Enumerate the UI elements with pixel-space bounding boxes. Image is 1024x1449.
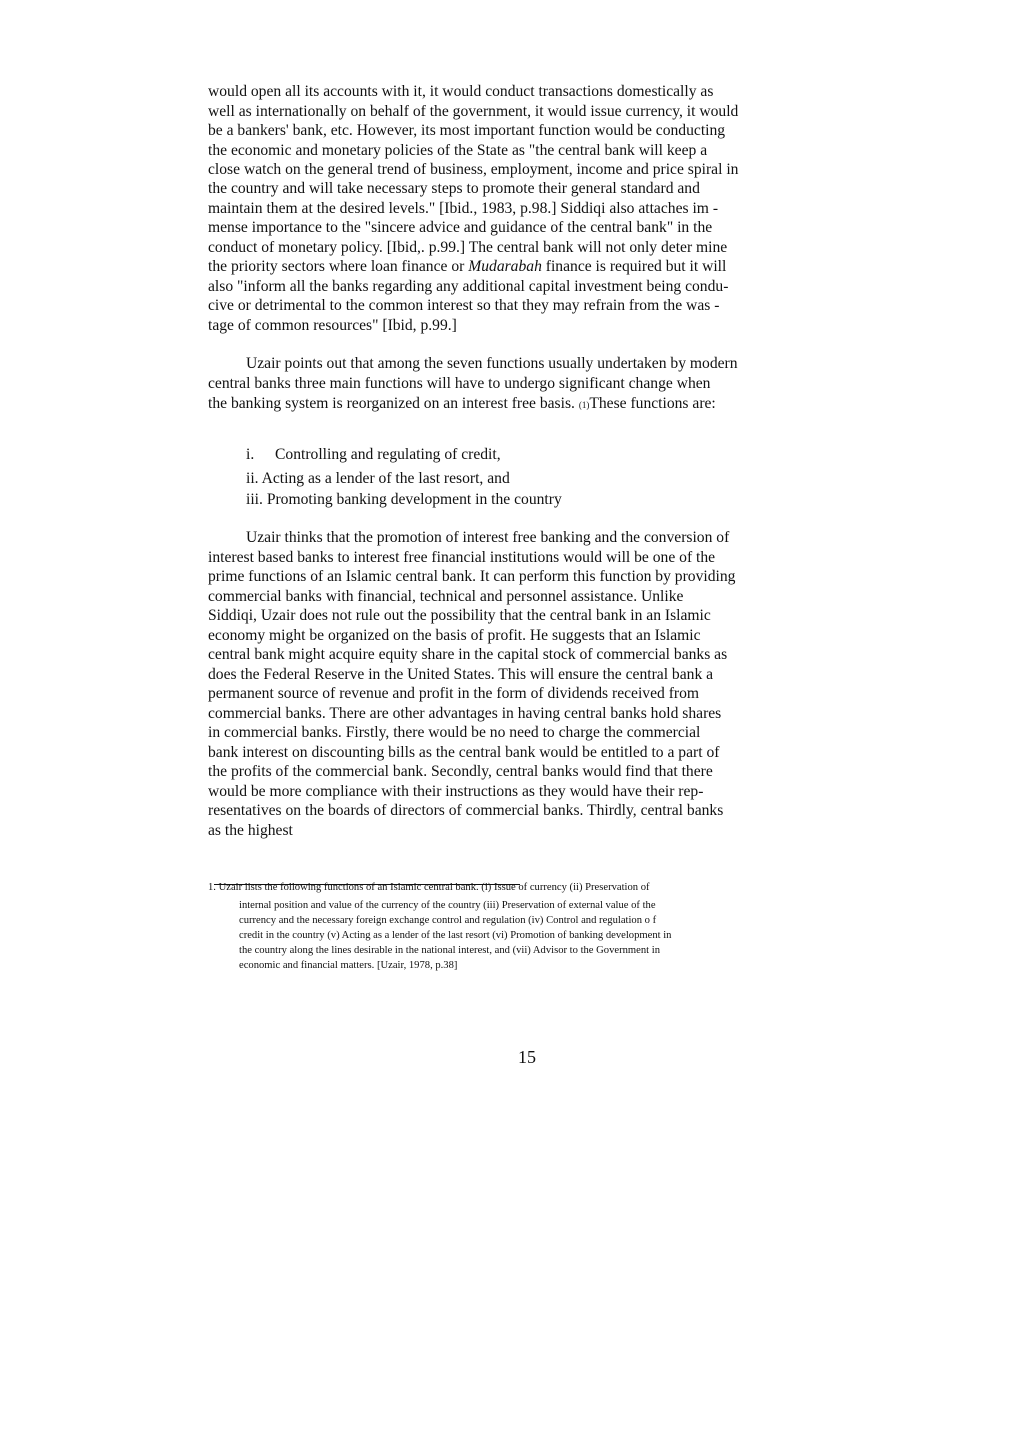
body-line: Uzair points out that among the seven functions usually undertaken by modern [246,355,738,372]
body-line: maintain them at the desired levels." [Ibid., 1983, p.98.] Siddiqi also attaches im - [208,200,719,217]
footnote-line: economic and financial matters. [Uzair, 1978, p.38] [239,960,458,971]
body-line: mense importance to the "sincere advice and guidance of the central bank" in the [208,219,713,236]
list-item [246,469,510,488]
body-text: the priority sectors where loan finance or [208,258,469,275]
body-text: These functions are: [589,395,716,412]
body-line: central banks three main functions will have to undergo significant change when [208,375,711,392]
body-line: commercial banks with financial, technical and personnel assistance. Unlike [208,588,684,605]
body-line: interest based banks to interest free financial institutions would will be one of the [208,549,716,566]
body-line: well as internationally on behalf of the government, it would issue currency, it would [208,103,739,120]
list-number: ii. [246,470,259,487]
footnote-line: 1. Uzair lists the following functions of an Islamic central bank. (i) Issue of currency (ii) Preservation of [208,882,650,893]
body-line: tage of common resources" [Ibid, p.99.] [208,317,457,334]
body-line: be a bankers' bank, etc. However, its most important function would be conducting [208,122,726,139]
list-number: iii. [246,491,263,508]
italic-term: Mudarabah [468,258,542,275]
footnote-reference[interactable]: (1) [578,400,590,410]
body-line: resentatives on the boards of directors of commercial banks. Thirdly, central banks [208,802,724,819]
footnote-line: currency and the necessary foreign exchange control and regulation (iv) Control and regulation o f [239,915,657,926]
footnote-line: internal position and value of the currency of the country (iii) Preservation of external value of the [239,900,656,911]
footnote-line: the country along the lines desirable in the national interest, and (vii) Advisor to the Government in [239,945,660,956]
body-text: the banking system is reorganized on an interest free basis. [208,395,579,412]
body-text: finance is required but it will [541,258,727,275]
body-line: Uzair thinks that the promotion of interest free banking and the conversion of [246,529,730,546]
body-line: does the Federal Reserve in the United States. This will ensure the central bank a [208,666,714,683]
list-text: Promoting banking development in the country [266,491,562,508]
body-line [208,257,726,276]
body-line: would open all its accounts with it, it would conduct transactions domestically as [208,83,714,100]
body-line [208,394,716,415]
list-text: Acting as a lender of the last resort, and [261,470,510,487]
body-line: also "inform all the banks regarding any additional capital investment being condu- [208,278,729,295]
footnote-line: credit in the country (v) Acting as a lender of the last resort (vi) Promotion of banking development in [239,930,672,941]
body-line: central bank might acquire equity share in the capital stock of commercial banks as [208,646,728,663]
body-line: the country and will take necessary steps to promote their general standard and [208,180,700,197]
body-line: conduct of monetary policy. [Ibid,. p.99.] The central bank will not only deter mine [208,239,728,256]
body-line: cive or detrimental to the common interest so that they may refrain from the was - [208,297,720,314]
list-number: i. [246,446,255,463]
list-text: Controlling and regulating of credit, [275,446,501,463]
body-line: Siddiqi, Uzair does not rule out the possibility that the central bank in an Islamic [208,607,711,624]
list-item [246,490,562,509]
body-line: as the highest [208,822,293,839]
body-line: in commercial banks. Firstly, there would be no need to charge the commercial [208,724,701,741]
body-line: economy might be organized on the basis of profit. He suggests that an Islamic [208,627,701,644]
page-number: 15 [518,1047,536,1067]
body-line: commercial banks. There are other advantages in having central banks hold shares [208,705,722,722]
body-line: would be more compliance with their instructions as they would have their rep- [208,783,704,800]
list-item [246,445,501,464]
body-line: the economic and monetary policies of the State as "the central bank will keep a [208,142,708,159]
body-line: close watch on the general trend of business, employment, income and price spiral in [208,161,739,178]
body-line: prime functions of an Islamic central bank. It can perform this function by providing [208,568,736,585]
body-line: permanent source of revenue and profit in the form of dividends received from [208,685,700,702]
body-line: the profits of the commercial bank. Secondly, central banks would find that there [208,763,713,780]
body-line: bank interest on discounting bills as the central bank would be entitled to a part of [208,744,720,761]
